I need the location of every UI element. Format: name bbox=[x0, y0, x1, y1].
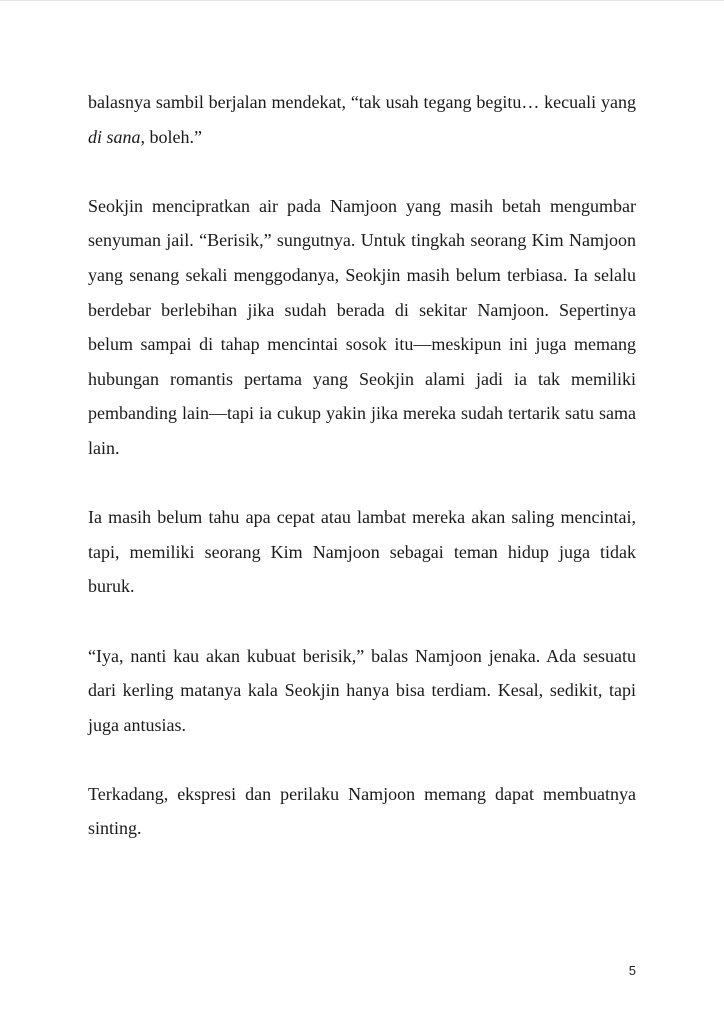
paragraph-1-after: , boleh.” bbox=[140, 126, 202, 147]
body-text bbox=[88, 85, 636, 846]
paragraph-4: “Iya, nanti kau akan kubuat berisik,” balas Namjoon jenaka. Ada sesuatu dari kerling matanya kala Seokjin hanya bisa terdiam. Kesal, sedikit, tapi juga antusias. bbox=[88, 645, 636, 735]
paragraph-1-before: balasnya sambil berjalan mendekat, “tak usah tegang begitu… kecuali yang bbox=[88, 92, 636, 112]
page-number: 5 bbox=[628, 963, 636, 978]
paragraph-2: Seokjin mencipratkan air pada Namjoon yang masih betah mengumbar senyuman jail. “Berisik,” sungutnya. Untuk tingkah seorang Kim Namjoon yang senang sekali menggodanya, Seokjin masih belum terbiasa. Ia selalu berdebar berlebihan jika sudah berada di sekitar Namjoon. Sepertinya belum sampai di tahap mencintai sosok itu—meskipun ini juga memang hubungan romantis pertama yang Seokjin alami jadi ia tak memiliki pembanding lain—tapi ia cukup yakin jika mereka sudah tertarik satu sama lain. bbox=[88, 195, 636, 458]
paragraph-1-emphasis: di sana bbox=[88, 126, 141, 147]
paragraph-5: Terkadang, ekspresi dan perilaku Namjoon memang dapat membuatnya sinting. bbox=[88, 783, 636, 839]
paragraph-1 bbox=[88, 85, 636, 154]
paragraph-3: Ia masih belum tahu apa cepat atau lambat mereka akan saling mencintai, tapi, memiliki seorang Kim Namjoon sebagai teman hidup juga tidak buruk. bbox=[88, 507, 636, 597]
